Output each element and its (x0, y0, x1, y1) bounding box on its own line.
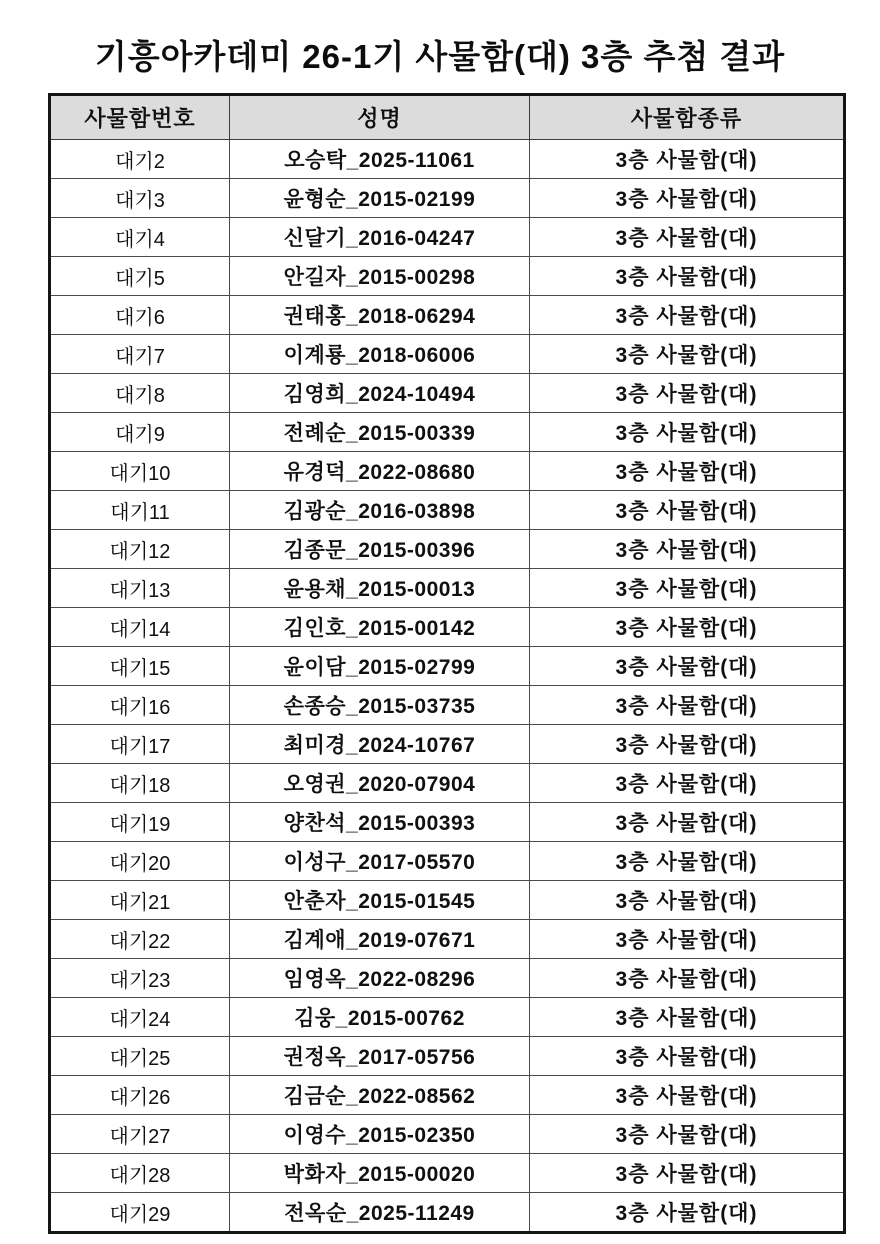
name-cell: 윤용채_2015-00013 (230, 569, 530, 608)
locker-type-cell: 3층 사물함(대) (530, 1076, 845, 1115)
locker-type-cell: 3층 사물함(대) (530, 1193, 845, 1233)
locker-type-cell: 3층 사물함(대) (530, 569, 845, 608)
locker-type-cell: 3층 사물함(대) (530, 296, 845, 335)
table-row (50, 608, 845, 647)
locker-number-cell: 대기2 (50, 140, 230, 179)
locker-number-cell: 대기20 (50, 842, 230, 881)
table-row (50, 530, 845, 569)
name-cell: 손종승_2015-03735 (230, 686, 530, 725)
locker-type-cell: 3층 사물함(대) (530, 530, 845, 569)
table-row (50, 842, 845, 881)
name-cell: 안춘자_2015-01545 (230, 881, 530, 920)
locker-number-cell: 대기16 (50, 686, 230, 725)
name-cell: 권태홍_2018-06294 (230, 296, 530, 335)
name-cell: 이영수_2015-02350 (230, 1115, 530, 1154)
name-cell: 김계애_2019-07671 (230, 920, 530, 959)
locker-type-cell: 3층 사물함(대) (530, 452, 845, 491)
name-cell: 김인호_2015-00142 (230, 608, 530, 647)
locker-type-cell: 3층 사물함(대) (530, 257, 845, 296)
locker-number-cell: 대기3 (50, 179, 230, 218)
table-row (50, 920, 845, 959)
name-cell: 윤이담_2015-02799 (230, 647, 530, 686)
table-header-row (50, 95, 845, 140)
lottery-results-table (48, 93, 846, 1234)
table-row (50, 218, 845, 257)
table-row (50, 335, 845, 374)
locker-type-cell: 3층 사물함(대) (530, 374, 845, 413)
column-header-locker-type: 사물함종류 (530, 95, 845, 140)
locker-type-cell: 3층 사물함(대) (530, 998, 845, 1037)
locker-type-cell: 3층 사물함(대) (530, 140, 845, 179)
locker-type-cell: 3층 사물함(대) (530, 842, 845, 881)
table-row (50, 1115, 845, 1154)
name-cell: 오영권_2020-07904 (230, 764, 530, 803)
table-row (50, 296, 845, 335)
name-cell: 전옥순_2025-11249 (230, 1193, 530, 1233)
table-row (50, 179, 845, 218)
locker-type-cell: 3층 사물함(대) (530, 218, 845, 257)
locker-number-cell: 대기8 (50, 374, 230, 413)
table-row (50, 881, 845, 920)
locker-number-cell: 대기4 (50, 218, 230, 257)
name-cell: 양찬석_2015-00393 (230, 803, 530, 842)
table-row (50, 959, 845, 998)
table-row (50, 647, 845, 686)
table-row (50, 452, 845, 491)
locker-type-cell: 3층 사물함(대) (530, 686, 845, 725)
locker-type-cell: 3층 사물함(대) (530, 491, 845, 530)
page-title: 기흥아카데미 26-1기 사물함(대) 3층 추첨 결과 (94, 38, 786, 75)
locker-number-cell: 대기28 (50, 1154, 230, 1193)
locker-type-cell: 3층 사물함(대) (530, 959, 845, 998)
name-cell: 김금순_2022-08562 (230, 1076, 530, 1115)
locker-number-cell: 대기10 (50, 452, 230, 491)
locker-number-cell: 대기6 (50, 296, 230, 335)
name-cell: 김영희_2024-10494 (230, 374, 530, 413)
locker-type-cell: 3층 사물함(대) (530, 179, 845, 218)
table-row (50, 998, 845, 1037)
name-cell: 오승탁_2025-11061 (230, 140, 530, 179)
table-row (50, 1037, 845, 1076)
table-body (50, 140, 845, 1233)
name-cell: 권정옥_2017-05756 (230, 1037, 530, 1076)
locker-number-cell: 대기22 (50, 920, 230, 959)
locker-type-cell: 3층 사물함(대) (530, 764, 845, 803)
name-cell: 최미경_2024-10767 (230, 725, 530, 764)
locker-number-cell: 대기21 (50, 881, 230, 920)
locker-type-cell: 3층 사물함(대) (530, 725, 845, 764)
locker-number-cell: 대기25 (50, 1037, 230, 1076)
locker-type-cell: 3층 사물함(대) (530, 920, 845, 959)
locker-type-cell: 3층 사물함(대) (530, 881, 845, 920)
table-row (50, 803, 845, 842)
name-cell: 신달기_2016-04247 (230, 218, 530, 257)
locker-number-cell: 대기17 (50, 725, 230, 764)
locker-type-cell: 3층 사물함(대) (530, 1115, 845, 1154)
name-cell: 김종문_2015-00396 (230, 530, 530, 569)
locker-type-cell: 3층 사물함(대) (530, 647, 845, 686)
locker-number-cell: 대기13 (50, 569, 230, 608)
table-row (50, 686, 845, 725)
locker-number-cell: 대기12 (50, 530, 230, 569)
table-row (50, 1076, 845, 1115)
name-cell: 유경덕_2022-08680 (230, 452, 530, 491)
locker-type-cell: 3층 사물함(대) (530, 413, 845, 452)
locker-number-cell: 대기19 (50, 803, 230, 842)
locker-number-cell: 대기29 (50, 1193, 230, 1233)
locker-type-cell: 3층 사물함(대) (530, 803, 845, 842)
table-row (50, 764, 845, 803)
table-row (50, 725, 845, 764)
column-header-name: 성명 (230, 95, 530, 140)
locker-number-cell: 대기15 (50, 647, 230, 686)
locker-type-cell: 3층 사물함(대) (530, 1154, 845, 1193)
name-cell: 전례순_2015-00339 (230, 413, 530, 452)
locker-number-cell: 대기9 (50, 413, 230, 452)
locker-number-cell: 대기11 (50, 491, 230, 530)
locker-type-cell: 3층 사물함(대) (530, 1037, 845, 1076)
table-row (50, 413, 845, 452)
locker-number-cell: 대기24 (50, 998, 230, 1037)
table-row (50, 257, 845, 296)
table-row (50, 491, 845, 530)
name-cell: 윤형순_2015-02199 (230, 179, 530, 218)
locker-number-cell: 대기26 (50, 1076, 230, 1115)
column-header-locker-number: 사물함번호 (50, 95, 230, 140)
name-cell: 김웅_2015-00762 (230, 998, 530, 1037)
locker-number-cell: 대기5 (50, 257, 230, 296)
locker-number-cell: 대기27 (50, 1115, 230, 1154)
name-cell: 이계룡_2018-06006 (230, 335, 530, 374)
table-row (50, 374, 845, 413)
name-cell: 임영옥_2022-08296 (230, 959, 530, 998)
table-row (50, 569, 845, 608)
table-row (50, 1154, 845, 1193)
locker-type-cell: 3층 사물함(대) (530, 608, 845, 647)
name-cell: 안길자_2015-00298 (230, 257, 530, 296)
name-cell: 이성구_2017-05570 (230, 842, 530, 881)
name-cell: 김광순_2016-03898 (230, 491, 530, 530)
name-cell: 박화자_2015-00020 (230, 1154, 530, 1193)
locker-number-cell: 대기23 (50, 959, 230, 998)
locker-number-cell: 대기7 (50, 335, 230, 374)
locker-number-cell: 대기18 (50, 764, 230, 803)
locker-number-cell: 대기14 (50, 608, 230, 647)
table-row (50, 1193, 845, 1233)
table-row (50, 140, 845, 179)
locker-type-cell: 3층 사물함(대) (530, 335, 845, 374)
